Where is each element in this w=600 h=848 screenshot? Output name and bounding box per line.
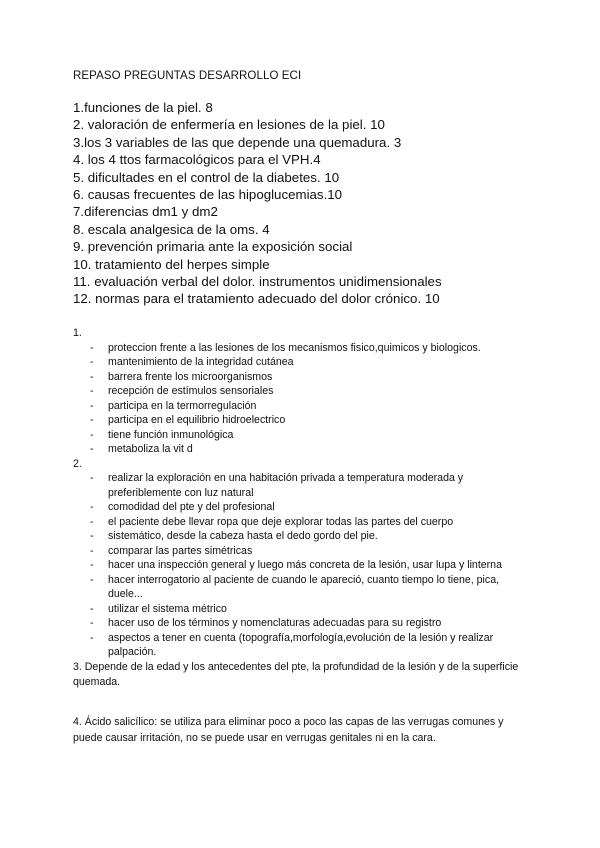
- answer-2-item: - hacer uso de los términos y nomenclaturas adecuadas para su registro: [90, 617, 442, 629]
- answer-1-item: - participa en el equilibrio hidroelectrico: [90, 414, 286, 426]
- question-item: 1.funciones de la piel. 8: [73, 100, 213, 115]
- answer-2-item: - sistemático, desde la cabeza hasta el dedo gordo del pie.: [90, 530, 378, 542]
- answer-1-item: - proteccion frente a las lesiones de los mecanismos fisico,quimicos y biologicos.: [90, 341, 481, 354]
- answer-1-item: - tiene función inmunológica: [90, 428, 234, 441]
- question-item: 7.diferencias dm1 y dm2: [73, 204, 218, 220]
- question-item: 8. escala analgesica de la oms. 4: [73, 221, 270, 237]
- question-item: 3.los 3 variables de las que depende una quemadura. 3: [73, 134, 402, 150]
- answer-1-number: 1.: [73, 327, 82, 339]
- answer-1-item: - recepción de estímulos sensoriales: [90, 385, 274, 397]
- question-item: 4. los 4 ttos farmacológicos para el VPH.4: [73, 152, 321, 168]
- answer-2-item: - comodidad del pte y del profesional: [90, 501, 275, 513]
- answer-1-item: - mantenimiento de la integridad cutánea: [90, 356, 294, 368]
- answer-2-item: - el paciente debe llevar ropa que deje explorar todas las partes del cuerpo: [90, 515, 454, 528]
- question-item: 5. dificultades en el control de la diabetes. 10: [73, 169, 340, 185]
- answer-2-number: 2.: [73, 457, 82, 470]
- question-item: 9. prevención primaria ante la exposición social: [73, 239, 353, 255]
- question-list: [73, 99, 442, 308]
- answer-1-list: [73, 341, 523, 457]
- question-item: 6. causas frecuentes de las hipoglucemias.10: [73, 187, 343, 203]
- answer-4-text: 4. Ácido salicílico: se utiliza para eliminar poco a poco las capas de las verrugas comunes y puede causar irritación, no se puede usar en verrugas genitales ni en la cara.: [73, 715, 504, 744]
- answer-2-item: - hacer interrogatorio al paciente de cuando le apareció, cuanto tiempo lo tiene, pica, duele...: [90, 573, 500, 600]
- document-title: REPASO PREGUNTAS DESARROLLO ECI: [73, 70, 302, 82]
- question-item: 10. tratamiento del herpes simple: [73, 256, 270, 272]
- answer-2-item: - comparar las partes simétricas: [90, 544, 253, 557]
- answer-2-item: - utilizar el sistema métrico: [90, 602, 227, 615]
- answer-1-item: - barrera frente los microorganismos: [90, 370, 273, 383]
- question-item: 2. valoración de enfermería en lesiones de la piel. 10: [73, 117, 385, 133]
- answer-2-item: - realizar la exploración en una habitación privada a temperatura moderada y preferiblemente con luz natural: [90, 472, 464, 499]
- answer-2-list: [73, 471, 523, 660]
- answer-2-item: - aspectos a tener en cuenta (topografía,morfología,evolución de la lesión y realizar palpación.: [90, 631, 494, 658]
- answer-3-text: 3. Depende de la edad y los antecedentes del pte, la profundidad de la lesión y de la superficie quemada.: [73, 660, 519, 688]
- question-item: 11. evaluación verbal del dolor. instrumentos unidimensionales: [73, 274, 442, 290]
- answer-1-item: - metaboliza la vit d: [90, 443, 193, 455]
- answer-2-item: - hacer una inspección general y luego más concreta de la lesión, usar lupa y linterna: [90, 559, 502, 571]
- question-item: 12. normas para el tratamiento adecuado del dolor crónico. 10: [73, 291, 440, 307]
- answers-section: [73, 326, 523, 746]
- answer-1-item: - participa en la termorregulación: [90, 399, 257, 412]
